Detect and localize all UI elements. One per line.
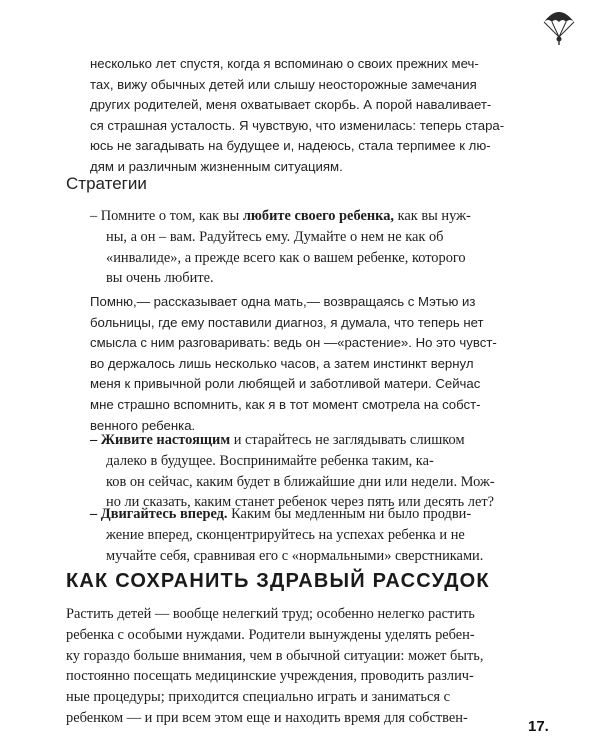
- strategies-heading: Стратегии: [66, 174, 147, 193]
- text-run: Каким бы медленным ни было продви-: [227, 506, 472, 522]
- text-line: вы очень любите.: [106, 270, 214, 287]
- text-line: меня к привычной роли любящей и заботливой матери. Сейчас: [90, 376, 481, 392]
- text-line: ков он сейчас, каким будет в ближайшие дни или недели. Мож-: [106, 473, 495, 490]
- text-line: мучайте себя, сравнивая его с «нормальными» сверстниками.: [106, 547, 484, 564]
- text-line: юсь не загадывать на будущее и, надеюсь, стала терпимее к лю-: [90, 138, 491, 154]
- text-line: постоянно посещать медицинские учреждения, проводить различ-: [66, 668, 474, 685]
- text-line: ны, а он – вам. Радуйтесь ему. Думайте о нем не как об: [106, 228, 444, 245]
- emphasis: любите своего ребенка,: [242, 208, 394, 224]
- text-line: ребенка с особыми нуждами. Родители вынуждены уделять ребен-: [66, 626, 475, 643]
- page-number: 17.: [528, 718, 549, 735]
- text-run: как вы нуж-: [394, 208, 471, 224]
- text-line: [90, 504, 535, 525]
- text-line: «инвалиде», а прежде всего как о вашем ребенке, которого: [106, 249, 466, 266]
- text-run: – Помните о том, как вы: [90, 208, 243, 224]
- text-line: ребенком — и при всем этом еще и находить время для собствен-: [66, 709, 468, 726]
- text-line: [90, 430, 535, 451]
- text-line: жение вперед, сконцентрируйтесь на успехах ребенка и не: [106, 526, 465, 543]
- text-run: и старайтесь не заглядывать слишком: [230, 432, 465, 448]
- text-line: других родителей, меня охватывает скорбь. А порой наваливает-: [90, 97, 492, 113]
- parachute-icon: [542, 6, 576, 46]
- text-line: больницы, где ему поставили диагноз, я думала, что теперь нет: [90, 314, 484, 330]
- text-line: во держалось лишь несколько часов, а затем инстинкт вернул: [90, 355, 474, 371]
- text-line: Растить детей — вообще нелегкий труд; особенно нелегко растить: [66, 606, 475, 622]
- mother-quote: [90, 292, 535, 436]
- text-line: мне страшно вспомнить, как я в тот момент смотрела на собст-: [90, 396, 481, 412]
- text-line: далеко в будущее. Воспринимайте ребенка таким, ка-: [106, 452, 434, 469]
- strategy-item-present: [90, 430, 535, 513]
- text-line: но ли сказать, каким станет ребенок через пять или десять лет?: [106, 494, 495, 511]
- text-line: [90, 206, 535, 227]
- section-heading: КАК СОХРАНИТЬ ЗДРАВЫЙ РАССУДОК: [66, 570, 490, 592]
- emphasis: – Живите настоящим: [90, 432, 231, 448]
- text-line: несколько лет спустя, когда я вспоминаю о своих прежних меч-: [90, 56, 479, 71]
- text-line: Помню,— рассказывает одна мать,— возвращаясь с Мэтью из: [90, 294, 476, 309]
- emphasis: – Двигайтесь вперед.: [90, 506, 228, 522]
- text-line: ся страшная усталость. Я чувствую, что изменилась: теперь стара-: [90, 117, 505, 133]
- text-line: смысла с ним разговаривать: ведь он —«растение». Но это чувст-: [90, 335, 497, 351]
- text-line: дям и различным жизненным ситуациям.: [90, 158, 343, 174]
- section-paragraph: [66, 604, 536, 729]
- text-line: тах, вижу обычных детей или слышу неосторожные замечания: [90, 76, 477, 92]
- text-line: ку гораздо больше внимания, чем в обычной ситуации: может быть,: [66, 647, 484, 664]
- intro-paragraph: [90, 54, 535, 178]
- text-line: ные процедуры; приходится специально играть и заниматься с: [66, 689, 450, 706]
- strategy-item-love: [90, 206, 535, 289]
- strategy-item-forward: [90, 504, 535, 566]
- text-line: венного ребенка.: [90, 417, 196, 433]
